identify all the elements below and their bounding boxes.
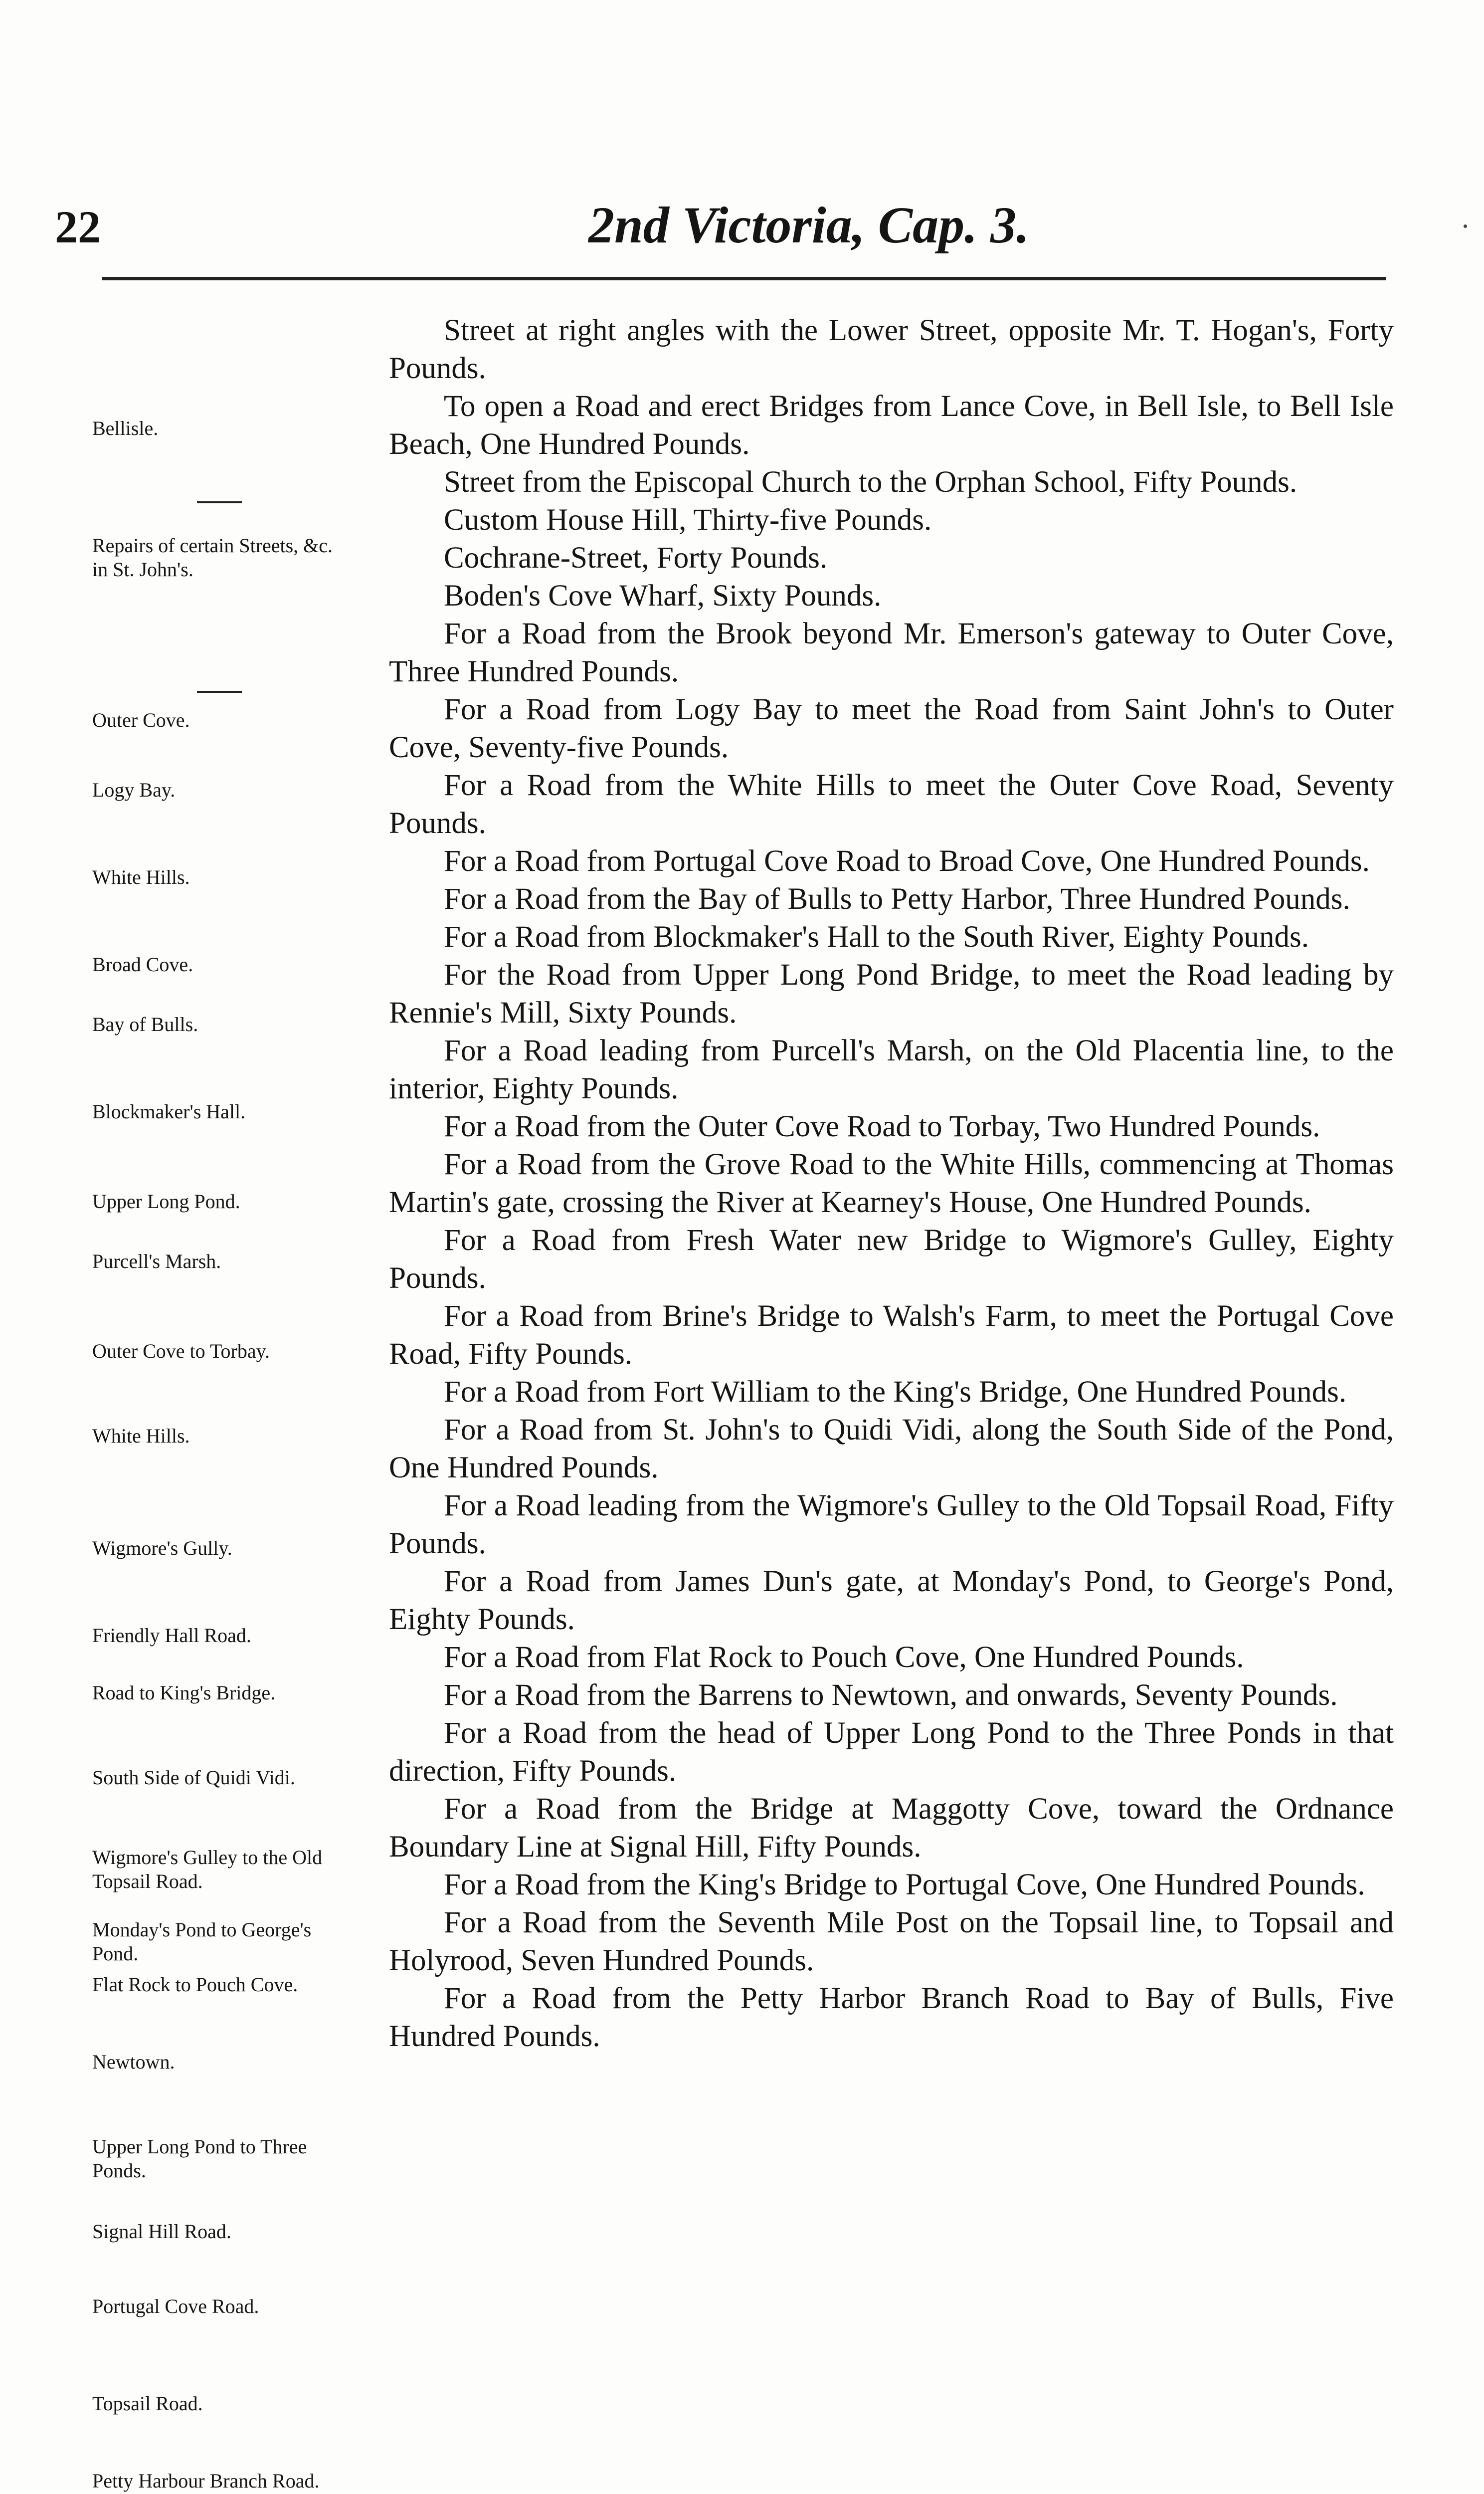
paragraph: For a Road from Flat Rock to Pouch Cove, One Hundred Pounds. xyxy=(444,1641,1244,1674)
paragraph: To open a Road and erect Bridges from Lance Cove, in Bell Isle, to Bell Isle Beach, One Hundred Pounds. xyxy=(389,390,1394,461)
margin-note: Topsail Road. xyxy=(92,2392,203,2415)
page-speck xyxy=(1464,224,1467,228)
paragraph: For the Road from Upper Long Pond Bridge, to meet the Road leading by Rennie's Mill, Sixty Pounds. xyxy=(389,958,1394,1030)
paragraph: For a Road leading from the Wigmore's Gulley to the Old Topsail Road, Fifty Pounds. xyxy=(389,1489,1394,1560)
margin-note: Upper Long Pond. xyxy=(92,1190,240,1213)
paragraph: Custom House Hill, Thirty-five Pounds. xyxy=(444,503,932,537)
margin-note: Blockmaker's Hall. xyxy=(92,1100,246,1123)
page-number: 22 xyxy=(55,202,101,252)
margin-note: White Hills. xyxy=(92,866,190,888)
paragraph: For a Road from the Petty Harbor Branch Road to Bay of Bulls, Five Hundred Pounds. xyxy=(389,1982,1394,2053)
margin-note: Wigmore's Gulley to the Old Topsail Road. xyxy=(92,1846,323,1892)
paragraph: Cochrane-Street, Forty Pounds. xyxy=(444,541,828,575)
margin-note: Newtown. xyxy=(92,2051,175,2073)
margin-note: Bay of Bulls. xyxy=(92,1013,198,1036)
header-rule xyxy=(102,277,1386,280)
margin-note: Bellisle. xyxy=(92,417,159,439)
margin-note: Flat Rock to Pouch Cove. xyxy=(92,1973,298,1996)
margin-note: Petty Harbour Branch Road. xyxy=(92,2470,320,2492)
paragraph: For a Road from the Grove Road to the White Hills, commencing at Thomas Martin's gate, crossing the River at Kearney's House, One Hundred Pounds. xyxy=(389,1148,1394,1219)
paragraph: For a Road from St. John's to Quidi Vidi, along the South Side of the Pond, One Hundred Pounds. xyxy=(389,1413,1394,1484)
margin-note: Signal Hill Road. xyxy=(92,2220,231,2243)
margin-note: Broad Cove. xyxy=(92,953,193,976)
margin-note: South Side of Quidi Vidi. xyxy=(92,1766,295,1789)
margin-note: Upper Long Pond to Three Ponds. xyxy=(92,2135,307,2182)
margin-note: Friendly Hall Road. xyxy=(92,1624,251,1647)
margin-note: Purcell's Marsh. xyxy=(92,1250,221,1272)
paragraph: Street at right angles with the Lower Street, opposite Mr. T. Hogan's, Forty Pounds. xyxy=(389,314,1394,385)
margin-note: White Hills. xyxy=(92,1425,190,1447)
paragraph: For a Road from the Bridge at Maggotty Cove, toward the Ordnance Boundary Line at Signal Hill, Fifty Pounds. xyxy=(389,1792,1394,1864)
paragraph: For a Road from the head of Upper Long Pond to the Three Ponds in that direction, Fifty Pounds. xyxy=(389,1716,1394,1788)
margin-note: Repairs of certain Streets, &c. in St. John's. xyxy=(92,534,333,581)
margin-divider xyxy=(197,691,242,693)
paragraph: For a Road from Portugal Cove Road to Broad Cove, One Hundred Pounds. xyxy=(444,844,1370,878)
paragraph: Street from the Episcopal Church to the Orphan School, Fifty Pounds. xyxy=(444,465,1298,499)
paragraph: For a Road from the Seventh Mile Post on the Topsail line, to Topsail and Holyrood, Seven Hundred Pounds. xyxy=(389,1906,1394,1977)
margin-note: Outer Cove to Torbay. xyxy=(92,1340,270,1362)
margin-note: Portugal Cove Road. xyxy=(92,2295,259,2317)
paragraph: For a Road from Brine's Bridge to Walsh's Farm, to meet the Portugal Cove Road, Fifty Pounds. xyxy=(389,1299,1394,1371)
paragraph: For a Road from the Brook beyond Mr. Emerson's gateway to Outer Cove, Three Hundred Pounds. xyxy=(389,617,1394,688)
paragraph: For a Road from Blockmaker's Hall to the South River, Eighty Pounds. xyxy=(444,920,1309,954)
running-title: 2nd Victoria, Cap. 3. xyxy=(588,197,1030,254)
paragraph: For a Road from the King's Bridge to Portugal Cove, One Hundred Pounds. xyxy=(444,1868,1365,1901)
paragraph: For a Road from the Barrens to Newtown, and onwards, Seventy Pounds. xyxy=(444,1678,1338,1712)
body-text xyxy=(389,312,1394,2056)
margin-note: Monday's Pond to George's Pond. xyxy=(92,1918,312,1965)
paragraph: For a Road leading from Purcell's Marsh, on the Old Placentia line, to the interior, Eighty Pounds. xyxy=(389,1034,1394,1105)
margin-divider xyxy=(197,501,242,503)
margin-note: Road to King's Bridge. xyxy=(92,1681,276,1704)
paragraph: For a Road from James Dun's gate, at Monday's Pond, to George's Pond, Eighty Pounds. xyxy=(389,1565,1394,1636)
paragraph: For a Road from the Bay of Bulls to Petty Harbor, Three Hundred Pounds. xyxy=(444,882,1350,916)
paragraph: For a Road from the Outer Cove Road to Torbay, Two Hundred Pounds. xyxy=(444,1110,1320,1143)
paragraph: For a Road from Fort William to the King's Bridge, One Hundred Pounds. xyxy=(444,1375,1347,1409)
paragraph: For a Road from the White Hills to meet the Outer Cove Road, Seventy Pounds. xyxy=(389,769,1394,840)
paragraph: Boden's Cove Wharf, Sixty Pounds. xyxy=(444,579,882,613)
margin-note: Outer Cove. xyxy=(92,709,190,731)
paragraph: For a Road from Logy Bay to meet the Road from Saint John's to Outer Cove, Seventy-five Pounds. xyxy=(389,693,1394,764)
paragraph: For a Road from Fresh Water new Bridge to Wigmore's Gulley, Eighty Pounds. xyxy=(389,1224,1394,1295)
margin-note: Logy Bay. xyxy=(92,779,176,801)
margin-note: Wigmore's Gully. xyxy=(92,1537,232,1559)
